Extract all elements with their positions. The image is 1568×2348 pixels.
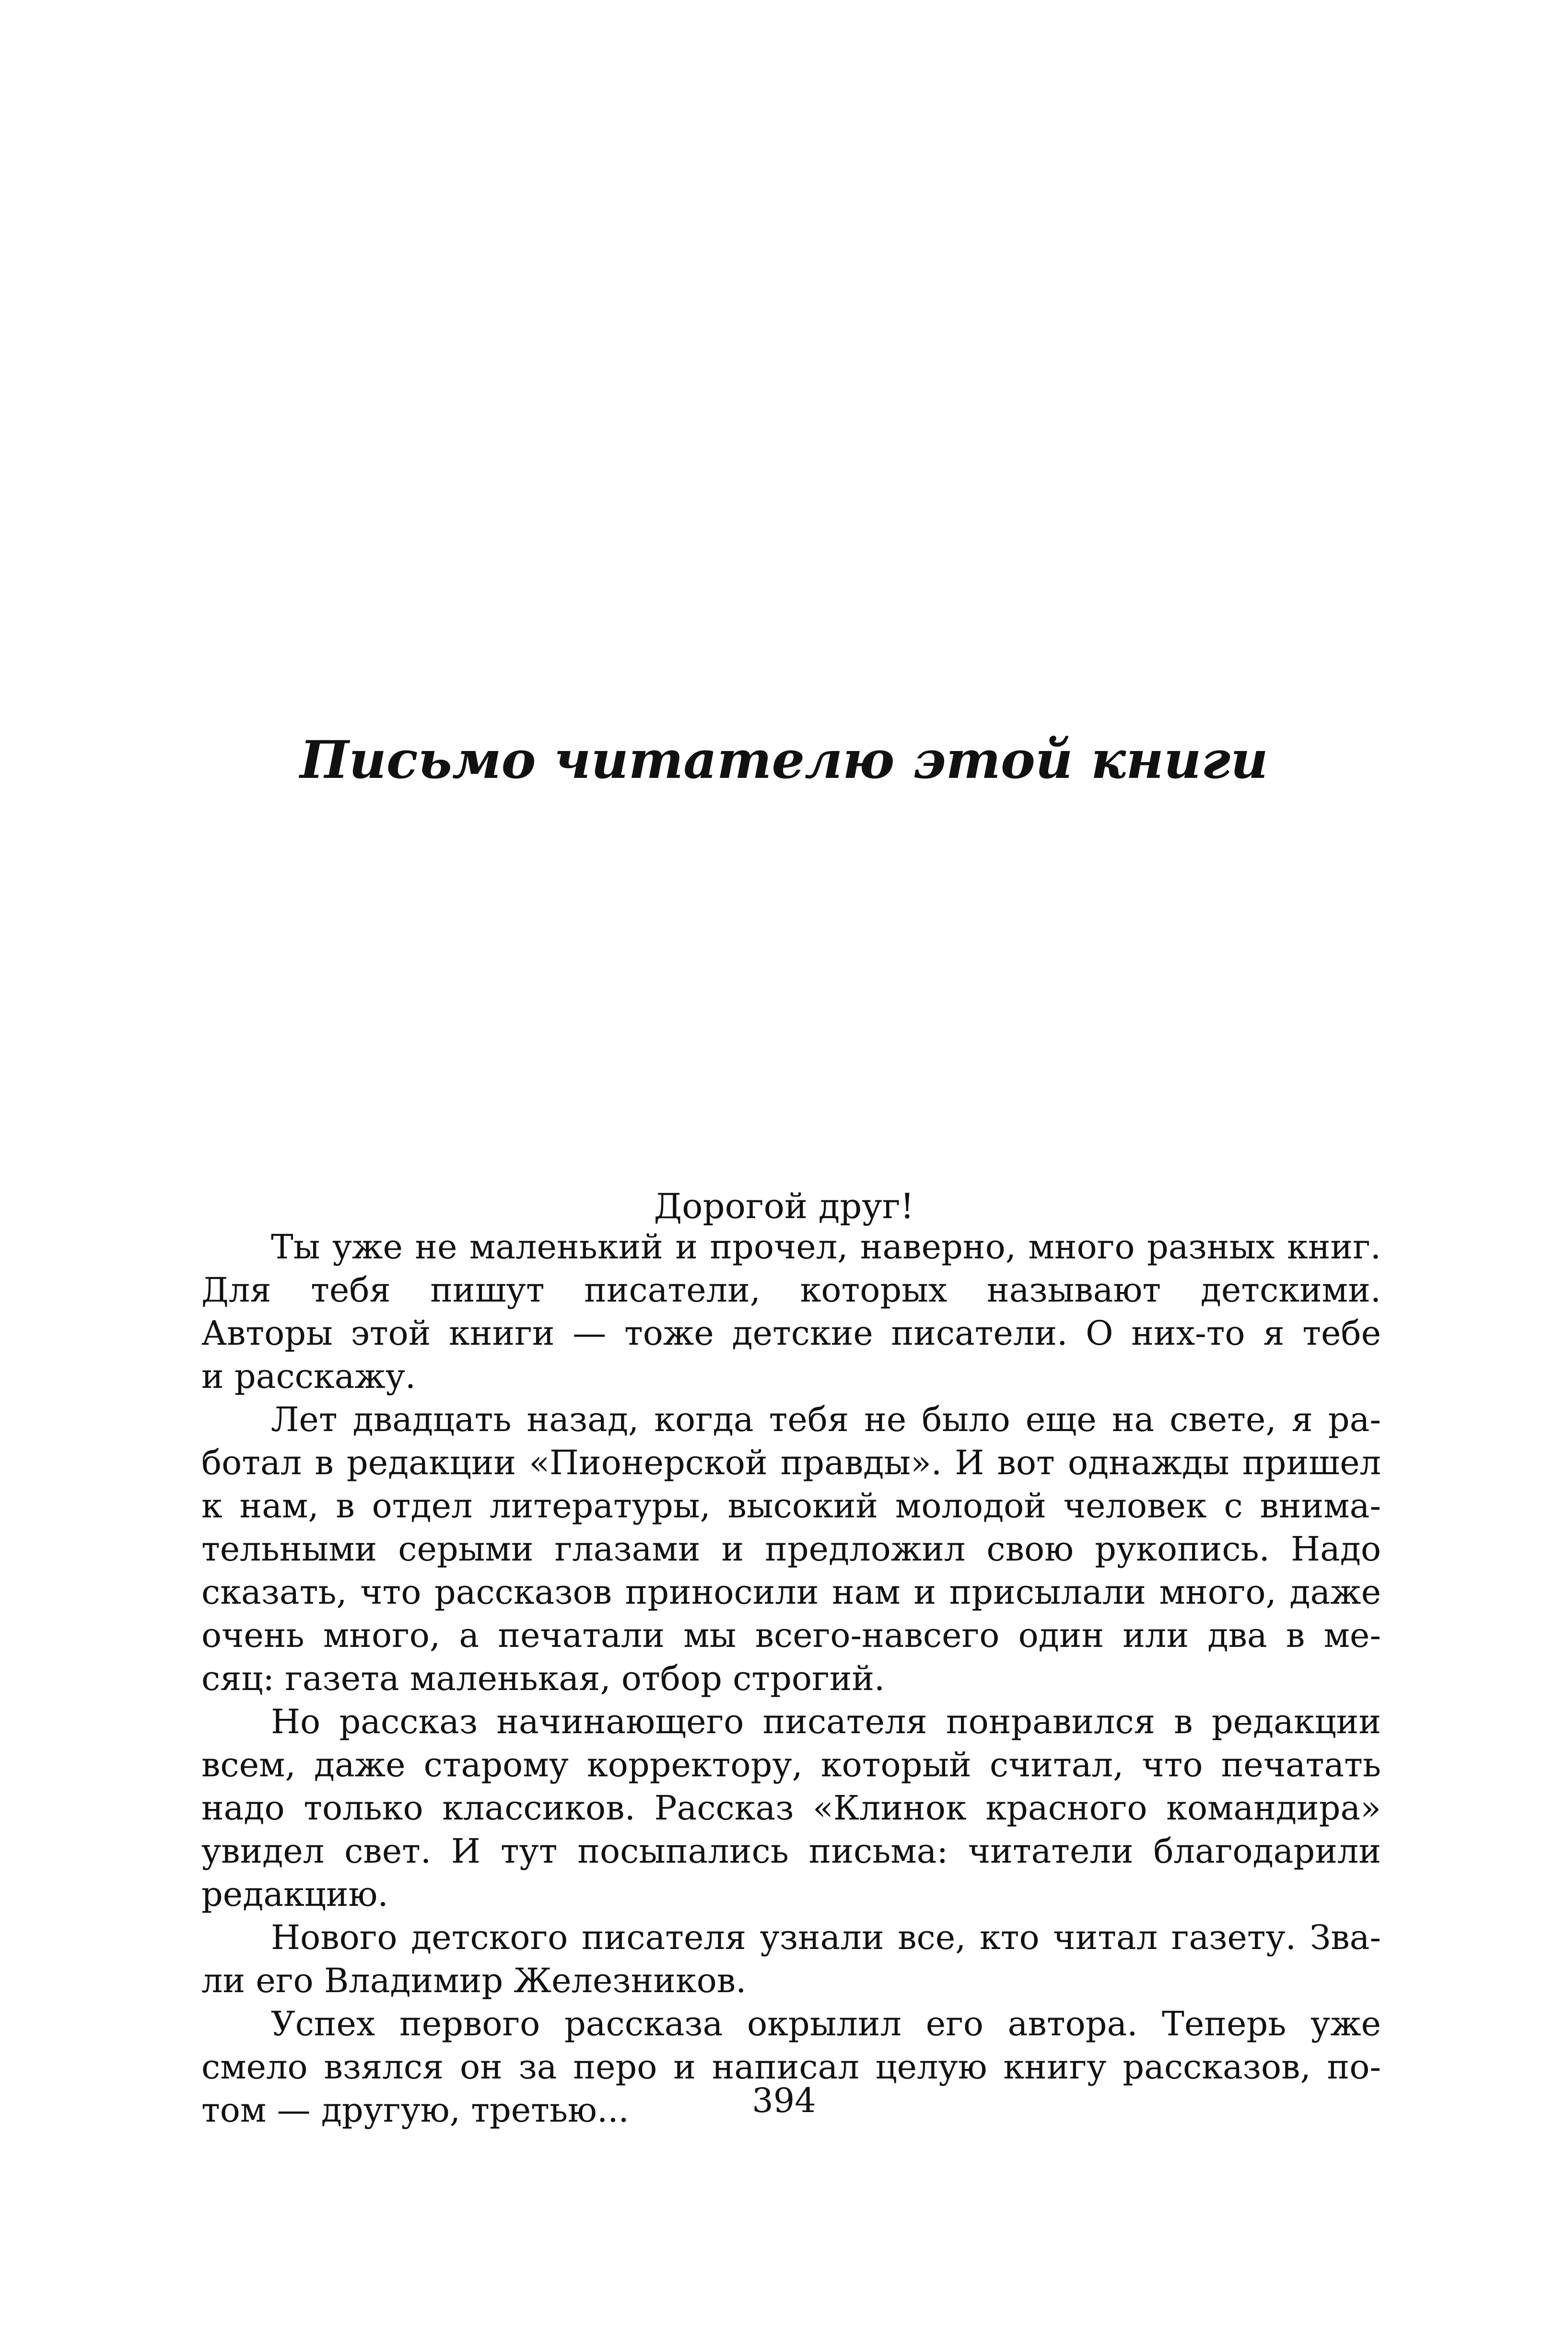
paragraph-2 bbox=[201, 1398, 1381, 1700]
page-number: 394 bbox=[752, 2081, 816, 2120]
salutation: Дорогой друг! bbox=[654, 1186, 914, 1226]
text-line: том — другую, третью... bbox=[201, 2090, 629, 2130]
text-line: и расскажу. bbox=[201, 1357, 416, 1396]
text-line: Успех первого рассказа окрылил его автора. Теперь уже bbox=[271, 2004, 1381, 2043]
paragraph-3 bbox=[201, 1700, 1381, 1916]
text-line: к нам, в отдел литературы, высокий молодой человек с внима- bbox=[201, 1486, 1381, 1526]
text-line: смело взялся он за перо и написал целую книгу рассказов, по- bbox=[201, 2047, 1381, 2087]
paragraph-4 bbox=[201, 1916, 1381, 2002]
paragraph-1 bbox=[201, 1225, 1381, 1398]
text-line: очень много, а печатали мы всего-навсего один или два в ме- bbox=[201, 1616, 1381, 1655]
text-line: ли его Владимир Железников. bbox=[201, 1961, 747, 2000]
text-line: сказать, что рассказов приносили нам и присылали много, даже bbox=[201, 1573, 1381, 1612]
text-line: сяц: газета маленькая, отбор строгий. bbox=[201, 1659, 885, 1698]
text-line: Ты уже не маленький и прочел, наверно, много разных книг. bbox=[271, 1227, 1381, 1267]
text-line: Но рассказ начинающего писателя понравился в редакции bbox=[271, 1702, 1381, 1741]
text-line: Нового детского писателя узнали все, кто читал газету. Зва- bbox=[271, 1918, 1381, 1957]
text-line: Лет двадцать назад, когда тебя не было еще на свете, я ра- bbox=[271, 1400, 1381, 1439]
text-line: увидел свет. И тут посыпались письма: читатели благодарили bbox=[201, 1831, 1381, 1871]
text-line: всем, даже старому корректору, который считал, что печатать bbox=[201, 1745, 1381, 1784]
letter-body bbox=[201, 1225, 1381, 2132]
text-line: Авторы этой книги — тоже детские писатели. О них-то я тебе bbox=[201, 1314, 1381, 1353]
chapter-title: Письмо читателю этой книги bbox=[300, 730, 1268, 790]
text-line: редакцию. bbox=[201, 1875, 388, 1914]
text-line: тельными серыми глазами и предложил свою рукопись. Надо bbox=[201, 1529, 1381, 1569]
text-line: надо только классиков. Рассказ «Клинок красного командира» bbox=[201, 1788, 1381, 1828]
text-line: Для тебя пишут писатели, которых называют детскими. bbox=[201, 1270, 1381, 1310]
text-line: ботал в редакции «Пионерской правды». И вот однажды пришел bbox=[201, 1443, 1381, 1482]
